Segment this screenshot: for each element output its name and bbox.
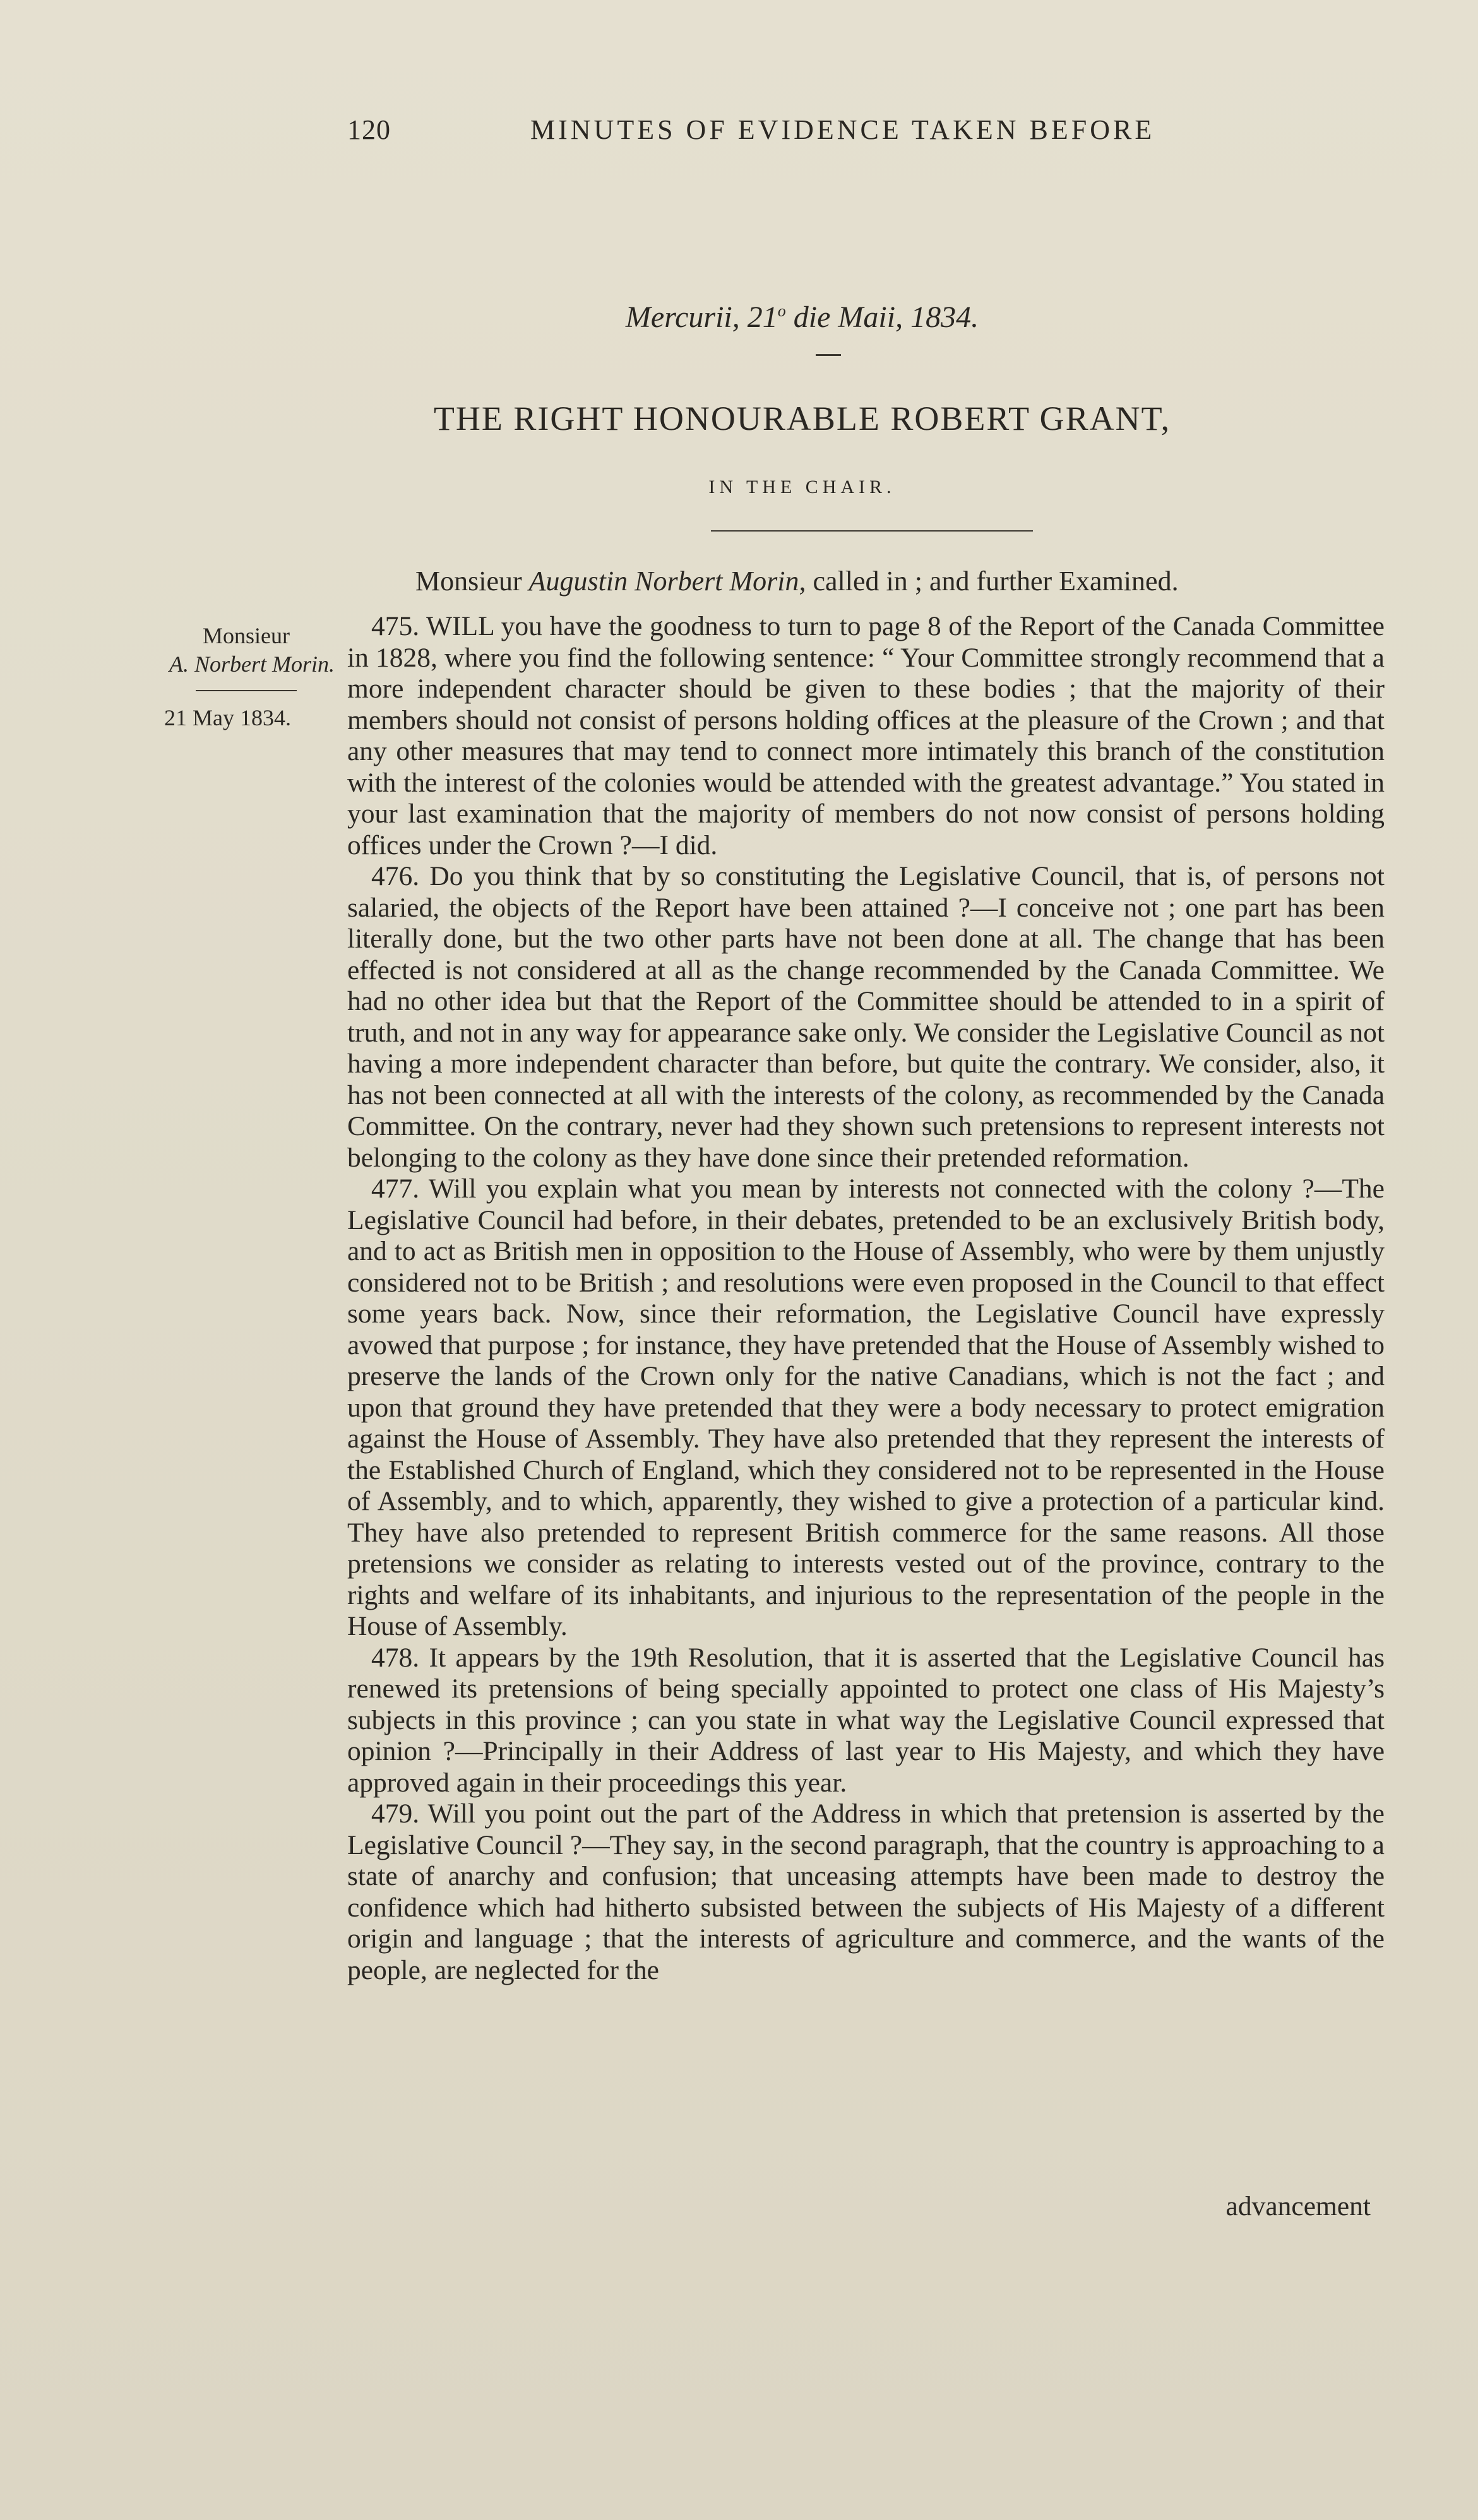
question-479: 479. Will you point out the part of the Address in which that pretension is asserted by the Legislative Council ?—They say, in the second paragraph, that the country is approaching to a state of anarchy and confusion; that unceasing attempts have been made to destroy the confidence which had hitherto subsisted between the subjects of His Majesty of a different origin and language ; that the interests of agriculture and commerce, and the wants of the people, are neglected for the (347, 1798, 1385, 1985)
witness-suffix: called in ; and further Examined. (806, 566, 1179, 597)
margin-note-name: A. Norbert Morin. (169, 651, 335, 677)
chairman-name: THE RIGHT HONOURABLE ROBERT GRANT, (433, 400, 1171, 437)
question-476: 476. Do you think that by so constituting the Legislative Council, that is, of persons not salaried, the objects of the Report have been attained ?—I conceive not ; one part has been literally done, but the two other parts have not been done at all. The change that has been effected is not considered at all as the change recommended by the Canada Committee. We had no other idea but that the Report of the Committee should be attended to in a spirit of truth, and not in any way for appearance sake only. We consider the Legislative Council as not having a more independent character than before, but quite the contrary. We consider, also, it has not been connected at all with the interests of the colony, as recommended by the Canada Committee. On the contrary, never had they shown such pretensions to represent interests not belonging to the colony as they have done since their pretended reformation. (347, 861, 1385, 1173)
margin-note (126, 622, 335, 732)
session-date-pre: Mercurii, 21 (625, 300, 778, 334)
session-date (0, 300, 1478, 335)
running-head: MINUTES OF EVIDENCE TAKEN BEFORE (530, 114, 1155, 145)
question-478: 478. It appears by the 19th Resolution, that it is asserted that the Legislative Council has renewed its pretensions of being specially appointed to protect one class of His Majesty’s subjects in this province ; can you state in what way the Legislative Council expressed that opinion ?—Principally in their Address of last year to His Majesty, and which they have approved again in their proceedings this year. (347, 1642, 1385, 1798)
witness-line (415, 565, 1179, 597)
short-divider (816, 354, 841, 356)
question-477: 477. Will you explain what you mean by interests not connected with the colony ?—The Legislative Council had before, in their debates, pretended to be an exclusively British body, and to act as British men in opposition to the House of Assembly, who were by them unjustly considered not to be British ; and resolutions were even proposed in the Council to that effect some years back. Now, since their reformation, the Legislative Council have expressly avowed that purpose ; for instance, they have pretended that the House of Assembly wished to preserve the lands of the Crown only for the native Canadians, which is not the fact ; and upon that ground they have pretended that they were a body necessary to protect emigration against the House of Assembly. They have also pretended that they represent the interests of the Established Church of England, which they considered not to be represented in the House of Assembly, and to which, apparently, they wished to give a protection of a particular kind. They have also pretended to represent British commerce for the same reasons. All those pretensions we consider as relating to interests vested out of the province, contrary to the rights and welfare of its inhabitants, and injurious to the representation of the people in the House of Assembly. (347, 1174, 1385, 1641)
margin-note-divider (196, 690, 297, 691)
session-date-post: die Maii, 1834. (785, 300, 979, 334)
margin-note-date: 21 May 1834. (164, 705, 291, 730)
evidence-body (347, 611, 1385, 1986)
witness-prefix: Monsieur (415, 566, 529, 597)
catchword: advancement (1225, 2191, 1371, 2221)
section-divider (711, 530, 1033, 532)
session-date-sup: o (777, 302, 786, 320)
in-chair-label: IN THE CHAIR. (708, 477, 896, 497)
margin-note-title: Monsieur (203, 623, 290, 648)
witness-name: Augustin Norbert Morin, (528, 566, 806, 597)
page-number: 120 (347, 114, 391, 145)
question-475: 475. WILL you have the goodness to turn to page 8 of the Report of the Canada Committee in 1828, where you find the following sentence: “ Your Committee strongly recommend that a more independent character should be given to these bodies ; that the majority of their members should not consist of persons holding offices at the pleasure of the Crown ; and that any other measures that may tend to connect more intimately this branch of the constitution with the interest of the colonies would be attended with the greatest advantage.” You stated in your last examination that the majority of members do not now consist of persons holding offices under the Crown ?—I did. (347, 611, 1385, 860)
page-header (347, 114, 1231, 152)
